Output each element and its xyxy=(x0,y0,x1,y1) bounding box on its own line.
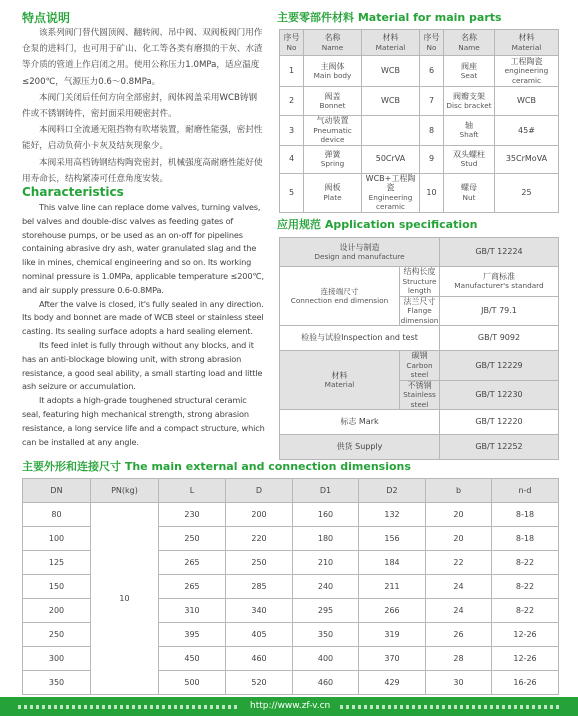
table-cell: 300 xyxy=(23,647,91,671)
spec-table xyxy=(279,237,559,460)
table-cell: 460 xyxy=(293,671,359,695)
table-cell: 150 xyxy=(23,575,91,599)
table-cell: 8-22 xyxy=(492,599,559,623)
table-cell: 450 xyxy=(159,647,226,671)
table-cell: 250 xyxy=(159,527,226,551)
table-cell: 20 xyxy=(426,503,492,527)
header-cell: PN(kg) xyxy=(91,479,159,503)
table-cell: 1 xyxy=(280,56,304,87)
paragraph: 本阀料口全流通无阻挡物有吹堵装置，耐磨性能强，密封性能好，启动负荷小卡灰及结灰现象少。 xyxy=(22,125,263,152)
table-cell: 160 xyxy=(293,503,359,527)
table-cell: 阀板 Plate xyxy=(304,173,362,212)
table-cell: 310 xyxy=(159,599,226,623)
paragraph: 该系列阀门替代圆顶阀、翻转阀、吊中阀、双阀板阀门用作仓泵的进料门，也可用于矿山、化工等各类有磨损的干灰、水渣等介质的管道上作启闭之用。使用公称压力1.0MPa，适应温度≤200℃，气源压力0.6～0.8MPa。 xyxy=(22,28,263,87)
spec-value: GB/T 12224 xyxy=(440,238,559,267)
table-cell: 350 xyxy=(293,623,359,647)
dimensions-table xyxy=(22,478,559,695)
table-cell: 265 xyxy=(159,575,226,599)
table-cell: 250 xyxy=(226,551,293,575)
header-cell: 名称 Name xyxy=(444,30,495,56)
pn-cell: 10 xyxy=(91,503,159,695)
paragraph: It adopts a high-grade toughened structural ceramic seal, featuring high mechanical strength, strong abrasion resistance, a long service life and a compact structure, which can be installed at any angle. xyxy=(22,395,265,447)
table-cell: 2 xyxy=(280,87,304,116)
table-cell: 轴 Shaft xyxy=(444,116,495,146)
table-cell: 180 xyxy=(293,527,359,551)
spec-value: JB/T 79.1 xyxy=(440,296,559,326)
table-cell: 35CrMoVA xyxy=(495,145,559,173)
spec-label: 不锈钢 Stainless steel xyxy=(400,380,440,410)
spec-label: 检验与试验Inspection and test xyxy=(280,326,440,351)
table-row xyxy=(280,173,559,212)
spec-label: 供货 Supply xyxy=(280,435,440,460)
table-cell: 16-26 xyxy=(492,671,559,695)
table-cell: 螺母 Nut xyxy=(444,173,495,212)
table-row xyxy=(280,435,559,460)
paragraph: This valve line can replace dome valves, turning valves, bel valves and double-disc valves as feeding gates of storehouse pumps, or be used as an on-off for pipelines containing abrasive dry ash, water granulated slag and the like in mines, chemical engineering and so on. Its working nominal pressure is 1.0MPa, applicable temperature ≤200℃, and air supply pressure 0.6-0.8MPa. xyxy=(22,202,264,295)
table-cell: 220 xyxy=(226,527,293,551)
table-cell: 80 xyxy=(23,503,91,527)
spec-label: 法兰尺寸 Flange dimension xyxy=(400,296,439,325)
table-cell: 12-26 xyxy=(492,647,559,671)
spec-label: 设计与制造 Design and manufacture xyxy=(280,238,440,267)
spec-value: GB/T 12230 xyxy=(440,380,559,410)
table-cell: 184 xyxy=(359,551,426,575)
table-cell: 8-18 xyxy=(492,527,559,551)
table-cell: 工程陶瓷 engineering ceramic xyxy=(495,56,559,87)
header-cell: D xyxy=(226,479,293,503)
spec-value: GB/T 12229 xyxy=(440,351,559,381)
table-cell: 26 xyxy=(426,623,492,647)
spec-value: GB/T 12252 xyxy=(440,435,559,460)
table-cell: 100 xyxy=(23,527,91,551)
dimensions-title: 主要外形和连接尺寸 The main external and connection dimensions xyxy=(22,460,411,473)
table-cell: 340 xyxy=(226,599,293,623)
header-cell: 序号 No xyxy=(280,30,304,56)
spec-label: 连接端尺寸 Connection end dimension xyxy=(280,267,400,326)
materials-table xyxy=(279,29,559,213)
table-cell: 210 xyxy=(293,551,359,575)
table-cell: 24 xyxy=(426,599,492,623)
table-cell: WCB+工程陶瓷 Engineering ceramic xyxy=(362,173,420,212)
features-cn-text xyxy=(22,25,265,187)
paragraph: 本阀采用高档铸钢结构陶瓷密封，机械强度高耐磨性能好使用寿命长，结构紧凑可任意角度安装。 xyxy=(22,157,263,184)
table-cell: 阀座 Seat xyxy=(444,56,495,87)
table-cell: 10 xyxy=(420,173,444,212)
table-cell: 285 xyxy=(226,575,293,599)
footer-bar xyxy=(0,697,578,716)
header-cell: 材料 Material xyxy=(495,30,559,56)
table-cell: 25 xyxy=(495,173,559,212)
table-cell: 弹簧 Spring xyxy=(304,145,362,173)
features-en-text xyxy=(22,201,266,449)
table-header-row xyxy=(23,479,559,503)
table-cell: 8-22 xyxy=(492,551,559,575)
table-header-row xyxy=(280,30,559,56)
header-cell: DN xyxy=(23,479,91,503)
table-cell: 395 xyxy=(159,623,226,647)
table-cell: WCB xyxy=(495,87,559,116)
footer-dots-right xyxy=(340,705,560,709)
table-cell: 295 xyxy=(293,599,359,623)
table-row xyxy=(280,145,559,173)
table-cell: 520 xyxy=(226,671,293,695)
table-cell: 6 xyxy=(420,56,444,87)
table-cell: 50CrVA xyxy=(362,145,420,173)
table-cell: 双头螺柱 Stud xyxy=(444,145,495,173)
table-cell: 主阀体 Main body xyxy=(304,56,362,87)
table-cell: WCB xyxy=(362,87,420,116)
table-row xyxy=(280,326,559,351)
table-cell: 9 xyxy=(420,145,444,173)
table-cell: 200 xyxy=(23,599,91,623)
header-cell: 序号 No xyxy=(420,30,444,56)
table-cell: 156 xyxy=(359,527,426,551)
table-cell: 20 xyxy=(426,527,492,551)
table-cell: 12-26 xyxy=(492,623,559,647)
header-cell: 名称 Name xyxy=(304,30,362,56)
header-cell: b xyxy=(426,479,492,503)
table-cell: 4 xyxy=(280,145,304,173)
spec-title: 应用规范 Application specification xyxy=(277,218,478,231)
table-cell: 266 xyxy=(359,599,426,623)
table-row xyxy=(280,116,559,146)
table-row xyxy=(23,503,559,527)
spec-value: GB/T 9092 xyxy=(440,326,559,351)
header-cell: D1 xyxy=(293,479,359,503)
table-row xyxy=(280,267,559,297)
table-cell: 370 xyxy=(359,647,426,671)
table-cell: 24 xyxy=(426,575,492,599)
table-cell: 250 xyxy=(23,623,91,647)
table-cell: 气动装置 Pneumatic device xyxy=(304,116,362,146)
paragraph: After the valve is closed, it's fully sealed in any direction. Its body and bonnet are made of WCB steel or stainless steel casting. Its sealing surface adopts a hard sealing element. xyxy=(22,298,264,337)
table-cell: 22 xyxy=(426,551,492,575)
table-cell xyxy=(362,116,420,146)
table-cell: 3 xyxy=(280,116,304,146)
table-row xyxy=(280,56,559,87)
table-cell: 阀盖 Bonnet xyxy=(304,87,362,116)
table-cell: 7 xyxy=(420,87,444,116)
header-cell: L xyxy=(159,479,226,503)
table-cell: 8-22 xyxy=(492,575,559,599)
features-title-en: Characteristics xyxy=(22,185,124,199)
table-cell: 30 xyxy=(426,671,492,695)
paragraph: 本阀门关闭后任何方向全部密封，阀体阀盖采用WCB铸钢件或不锈钢铸件，密封面采用硬密封件。 xyxy=(22,92,258,120)
table-row xyxy=(280,351,559,381)
table-cell: 125 xyxy=(23,551,91,575)
spec-value: GB/T 12220 xyxy=(440,410,559,435)
table-row xyxy=(280,87,559,116)
table-cell: 211 xyxy=(359,575,426,599)
table-row xyxy=(280,238,559,267)
table-cell: 阀瓣支架 Disc bracket xyxy=(444,87,495,116)
table-cell: 350 xyxy=(23,671,91,695)
table-cell: 500 xyxy=(159,671,226,695)
spec-label: 结构长度 Structure length xyxy=(400,267,440,297)
table-cell: 8-18 xyxy=(492,503,559,527)
materials-title: 主要零部件材料 Material for main parts xyxy=(277,11,502,24)
table-cell: 429 xyxy=(359,671,426,695)
table-cell: 265 xyxy=(159,551,226,575)
header-cell: n-d xyxy=(492,479,559,503)
table-cell: 460 xyxy=(226,647,293,671)
footer-dots-left xyxy=(18,705,238,709)
table-cell: 5 xyxy=(280,173,304,212)
table-cell: 132 xyxy=(359,503,426,527)
spec-label: 材料 Material xyxy=(280,351,400,410)
table-cell: 240 xyxy=(293,575,359,599)
table-cell: 28 xyxy=(426,647,492,671)
footer-url[interactable]: http://www.zf-v.cn xyxy=(250,701,331,711)
spec-label: 碳钢 Carbon steel xyxy=(400,351,440,381)
table-cell: 8 xyxy=(420,116,444,146)
header-cell: D2 xyxy=(359,479,426,503)
table-cell: 400 xyxy=(293,647,359,671)
spec-label: 标志 Mark xyxy=(280,410,440,435)
table-cell: 405 xyxy=(226,623,293,647)
table-cell: 319 xyxy=(359,623,426,647)
table-cell: 230 xyxy=(159,503,226,527)
paragraph: Its feed inlet is fully through without any blocks, and it has an anti-blockage blowing unit, with strong abrasion resistance, a good seal ability, a small starting load and little ash seizure or accumulation. xyxy=(22,339,263,392)
spec-value: 厂商标准 Manufacturer's standard xyxy=(440,267,559,297)
table-cell: WCB xyxy=(362,56,420,87)
table-cell: 45# xyxy=(495,116,559,146)
table-cell: 200 xyxy=(226,503,293,527)
features-title-cn: 特点说明 xyxy=(22,11,71,25)
header-cell: 材料 Material xyxy=(362,30,420,56)
table-row xyxy=(280,410,559,435)
